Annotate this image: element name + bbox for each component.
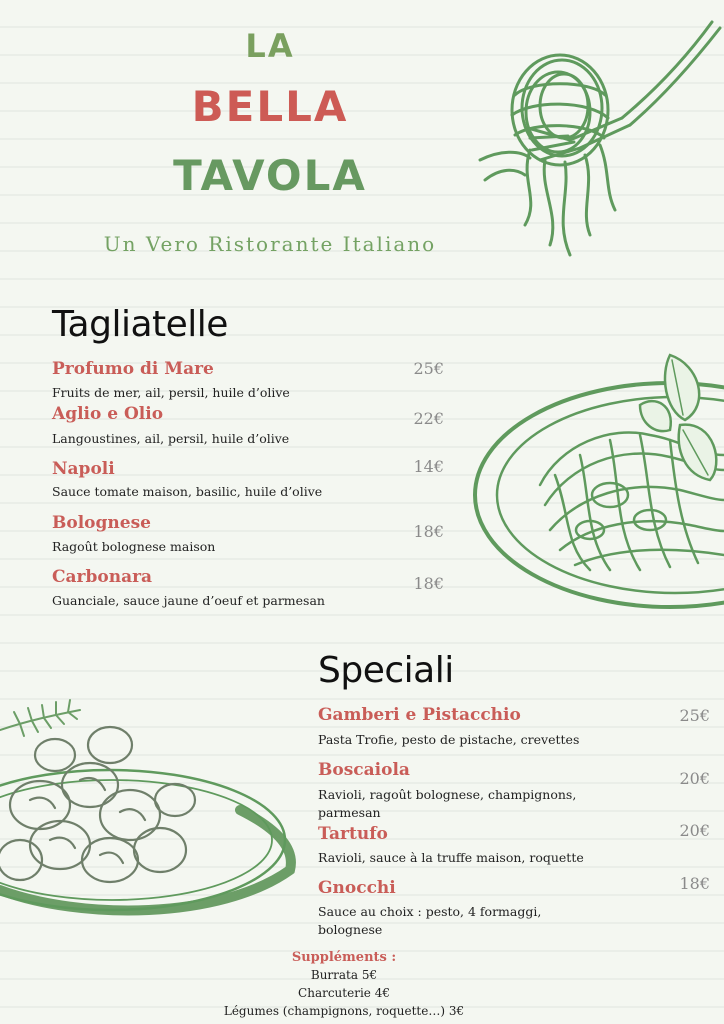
dish-description: Fruits de mer, ail, persil, huile d’olive	[52, 385, 290, 400]
dish-name: Aglio e Olio	[52, 404, 164, 424]
dish-name: Profumo di Mare	[52, 359, 214, 379]
restaurant-name-line-1: LA	[245, 27, 295, 65]
dish-price: 18€	[413, 574, 444, 593]
dish-price: 14€	[413, 457, 444, 476]
dish-price: 20€	[679, 821, 710, 840]
section-title-speciali: Speciali	[318, 650, 454, 691]
dish-price: 20€	[679, 769, 710, 788]
dish-description: Sauce tomate maison, basilic, huile d’olive	[52, 484, 323, 499]
dish-name: Bolognese	[52, 513, 151, 533]
dish-price: 25€	[679, 706, 710, 725]
dish-price: 22€	[413, 409, 444, 428]
dish-description: Ravioli, sauce à la truffe maison, roquette	[318, 850, 584, 865]
plate-of-pasta-icon	[470, 345, 724, 620]
dish-description: Ragoût bolognese maison	[52, 539, 216, 554]
restaurant-subtitle: Un Vero Ristorante Italiano	[103, 232, 437, 256]
dish-price: 18€	[413, 522, 444, 541]
dish-price: 25€	[413, 359, 444, 378]
dish-name: Carbonara	[52, 567, 153, 587]
supplement-item: Charcuterie 4€	[298, 986, 390, 1000]
dish-name: Gnocchi	[318, 878, 396, 898]
supplement-item: Légumes (champignons, roquette…) 3€	[223, 1004, 465, 1018]
section-title-tagliatelle: Tagliatelle	[52, 304, 228, 345]
dish-description: Sauce au choix : pesto, 4 formaggi, bolognese	[318, 904, 542, 937]
dish-description: Ravioli, ragoût bolognese, champignons, parmesan	[318, 787, 577, 820]
supplement-item: Burrata 5€	[310, 968, 378, 982]
restaurant-name-line-2: BELLA	[191, 82, 349, 131]
dish-name: Boscaiola	[318, 760, 410, 780]
dish-name: Tartufo	[318, 824, 388, 844]
dish-name: Napoli	[52, 459, 115, 479]
dish-name: Gamberi e Pistacchio	[318, 705, 521, 725]
fork-with-spaghetti-icon	[470, 0, 724, 265]
plate-of-gnocchi-icon	[0, 690, 300, 930]
dish-description: Pasta Trofie, pesto de pistache, crevettes	[318, 732, 580, 747]
dish-price: 18€	[679, 874, 710, 893]
restaurant-name-line-3: TAVOLA	[173, 151, 367, 200]
supplements-title: Suppléments :	[291, 950, 397, 965]
dish-description: Langoustines, ail, persil, huile d’olive	[52, 431, 290, 446]
dish-description: Guanciale, sauce jaune d’oeuf et parmesan	[52, 593, 325, 608]
